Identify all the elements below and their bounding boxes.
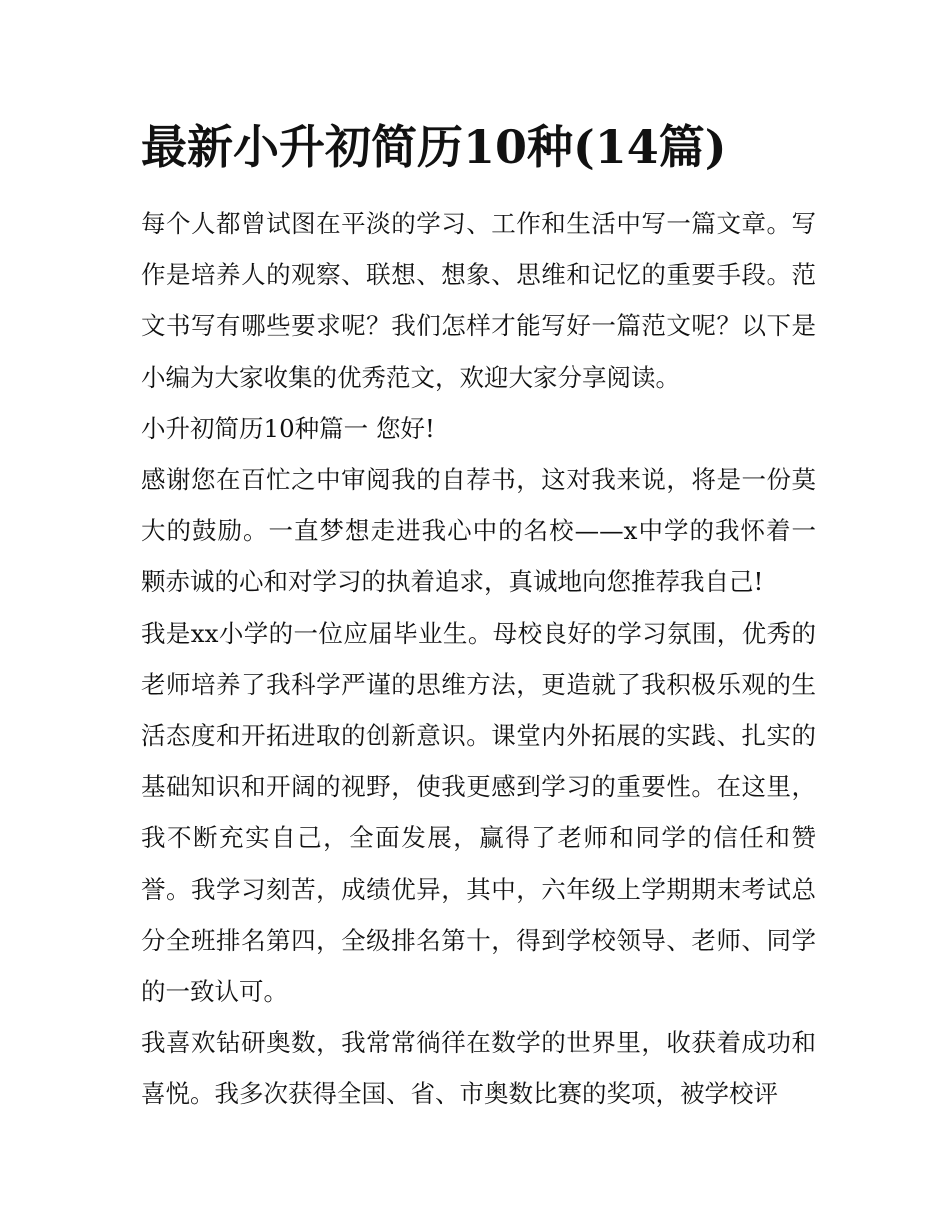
body-paragraph: 感谢您在百忙之中审阅我的自荐书，这对我来说，将是一份莫大的鼓励。一直梦想走进我心中的名校——x中学的我怀着一颗赤诚的心和对学习的执着追求，真诚地向您推荐我自己! — [141, 465, 816, 597]
body-paragraph: 我是xx小学的一位应届毕业生。母校良好的学习氛围，优秀的老师培养了我科学严谨的思维方法，更造就了我积极乐观的生活态度和开拓进取的创新意识。课堂内外拓展的实践、扎实的基础知识和开阔的视野，使我更感到学习的重要性。在这里，我不断充实自己，全面发展，赢得了老师和同学的信任和赞誉。我学习刻苦，成绩优异，其中，六年级上学期期末考试总分全班排名第四，全级排名第十，得到学校领导、老师、同学的一致认可。 — [141, 618, 816, 1007]
section-heading-paragraph: 小升初简历10种篇一 您好! — [141, 413, 435, 443]
document-page — [141, 0, 816, 1229]
document-body — [141, 198, 816, 1120]
document-title: 最新小升初简历10种(14篇) — [141, 120, 727, 174]
intro-paragraph: 每个人都曾试图在平淡的学习、工作和生活中写一篇文章。写作是培养人的观察、联想、想象、思维和记忆的重要手段。范文书写有哪些要求呢？我们怎样才能写好一篇范文呢？以下是小编为大家收集的优秀范文，欢迎大家分享阅读。 — [141, 209, 816, 392]
body-paragraph: 我喜欢钻研奥数，我常常徜徉在数学的世界里，收获着成功和喜悦。我多次获得全国、省、市奥数比赛的奖项，被学校评 — [141, 1028, 816, 1109]
